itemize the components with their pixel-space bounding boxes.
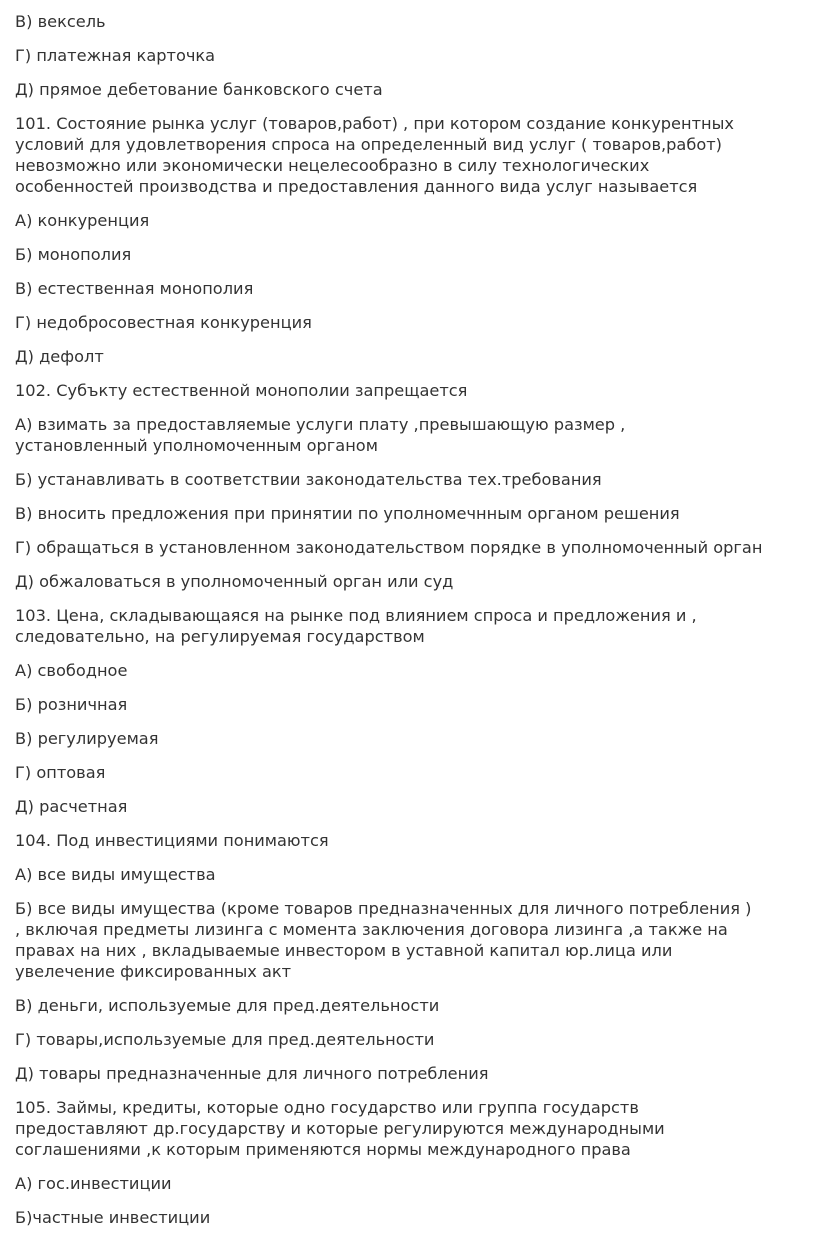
answer-option: Д) прямое дебетование банковского счета xyxy=(15,80,383,99)
question-101: 101. Состояние рынка услуг (товаров,работ) , при котором создание конкурентных условий для удовлетворения спроса на определенный вид услуг ( товаров,работ) невозможно или экономически нецелесообразно в силу технологических особенностей производства и предоставления данного вида услуг называется xyxy=(15,114,734,196)
answer-option: Г) товары,используемые для пред.деятельности xyxy=(15,1030,435,1049)
answer-option: Г) оптовая xyxy=(15,763,106,782)
answer-option: А) свободное xyxy=(15,661,128,680)
question-104: 104. Под инвестициями понимаются xyxy=(15,831,329,850)
question-102: 102. Субъкту естественной монополии запрещается xyxy=(15,381,468,400)
answer-option: Б) розничная xyxy=(15,695,128,714)
answer-option: В) естественная монополия xyxy=(15,279,254,298)
answer-option: Г) недобросовестная конкуренция xyxy=(15,313,312,332)
answer-option: Б) монополия xyxy=(15,245,132,264)
answer-option: А) гос.инвестиции xyxy=(15,1174,172,1193)
answer-option: В) вексель xyxy=(15,12,106,31)
answer-option: Б) устанавливать в соответствии законодательства тех.требования xyxy=(15,470,602,489)
answer-option: В) деньги, используемые для пред.деятельности xyxy=(15,996,440,1015)
answer-option: В) регулируемая xyxy=(15,729,159,748)
question-103: 103. Цена, складывающаяся на рынке под влиянием спроса и предложения и , следовательно, на регулируемая государством xyxy=(15,606,697,646)
answer-option: Д) расчетная xyxy=(15,797,128,816)
answer-option: В) вносить предложения при принятии по уполномечнным органом решения xyxy=(15,504,680,523)
answer-option: А) конкуренция xyxy=(15,211,150,230)
answer-option: Д) дефолт xyxy=(15,347,104,366)
answer-option: А) все виды имущества xyxy=(15,865,216,884)
answer-option: А) взимать за предоставляемые услуги плату ,превышающую размер , установленный уполномоченным органом xyxy=(15,415,626,455)
answer-option: Д) обжаловаться в уполномоченный орган или суд xyxy=(15,572,454,591)
answer-option: Б) все виды имущества (кроме товаров предназначенных для личного потребления ) , включая предметы лизинга с момента заключения договора лизинга ,а также на правах на них , вкладываемые инвестором в уставной капитал юр.лица или увелечение фиксированных акт xyxy=(15,899,752,981)
answer-option: Д) товары предназначенные для личного потребления xyxy=(15,1064,489,1083)
document-body xyxy=(15,11,815,1241)
answer-option: Б)частные инвестиции xyxy=(15,1208,211,1227)
question-105: 105. Займы, кредиты, которые одно государство или группа государств предоставляют др.государству и которые регулируются международными соглашениями ,к которым применяются нормы международного права xyxy=(15,1098,665,1159)
answer-option: Г) платежная карточка xyxy=(15,46,216,65)
answer-option: Г) обращаться в установленном законодательством порядке в уполномоченный орган xyxy=(15,538,763,557)
